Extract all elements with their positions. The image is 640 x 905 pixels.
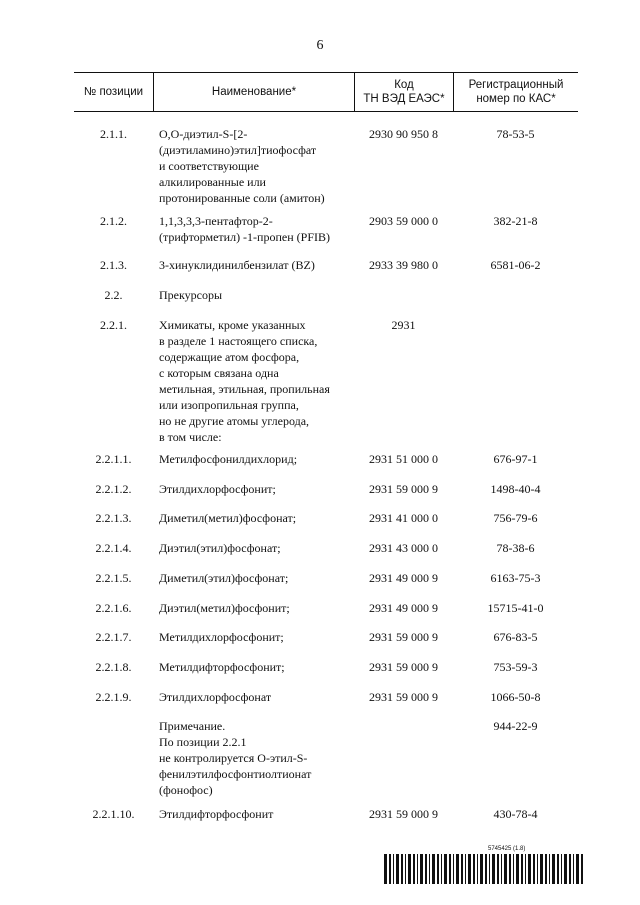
barcode-bar (537, 854, 538, 884)
barcode-bar (465, 854, 466, 884)
barcode-bar (533, 854, 535, 884)
row-name-line: Диметил(метил)фосфонат; (159, 511, 297, 525)
barcode-bar (501, 854, 502, 884)
row-code: 2930 90 950 8 (369, 127, 438, 141)
row-name-line: (трифторметил) -1-пропен (PFIB) (159, 230, 330, 244)
barcode-bar (528, 854, 531, 884)
barcode-bar (540, 854, 543, 884)
row-code: 2931 59 000 9 (369, 660, 438, 674)
row-name-line: в том числе: (159, 430, 222, 444)
row-position: 2.2.1.5. (95, 571, 132, 585)
row-code: 2931 59 000 9 (369, 690, 438, 704)
row-name (159, 718, 354, 798)
barcode-bar (396, 854, 399, 884)
barcode-bar (545, 854, 547, 884)
barcode-bar (516, 854, 519, 884)
barcode-bar (480, 854, 483, 884)
barcode-label: 5745425 (1.8) (488, 846, 526, 852)
barcode-bar (441, 854, 442, 884)
row-reg-number: 756-79-6 (493, 511, 538, 525)
row-name-line: или изопропильная группа, (159, 398, 299, 412)
row-name (159, 257, 354, 273)
barcode-bar (561, 854, 562, 884)
row-code: 2931 41 000 0 (369, 511, 438, 525)
row-name-line: Метилфосфонилдихлорид; (159, 452, 298, 466)
row-name (159, 600, 354, 616)
barcode-bar (492, 854, 495, 884)
barcode-bar (429, 854, 430, 884)
barcode-bar (549, 854, 550, 884)
row-name (159, 510, 354, 526)
row-position: 2.1.3. (100, 258, 127, 272)
barcode-bar (489, 854, 490, 884)
row-position: 2.2.1.6. (95, 601, 132, 615)
row-code: 2931 49 000 9 (369, 601, 438, 615)
row-code: 2903 59 000 0 (369, 214, 438, 228)
row-name-line: и соответствующие (159, 159, 259, 173)
barcode-bar (437, 854, 439, 884)
page-number: 6 (316, 38, 324, 53)
header-reg-line2: номер по КАС* (476, 93, 556, 105)
row-name (159, 481, 354, 497)
row-reg-number: 753-59-3 (493, 660, 538, 674)
barcode-bar (401, 854, 403, 884)
row-name-line: фенилэтилфосфонтиолтионат (159, 767, 312, 781)
barcode-bar (564, 854, 567, 884)
row-position: 2.2.1. (100, 318, 127, 332)
barcode-bar (461, 854, 463, 884)
row-name (159, 659, 354, 675)
row-name-line: но не другие атомы углерода, (159, 414, 310, 428)
table-header (74, 72, 578, 112)
row-position: 2.2. (104, 288, 123, 302)
barcode-bar (521, 854, 523, 884)
header-name: Наименование* (153, 73, 354, 111)
barcode-bar (449, 854, 451, 884)
row-name-line: 1,1,3,3,3-пентафтор-2- (159, 214, 273, 228)
barcode-bar (453, 854, 454, 884)
row-name-line: протонированные соли (амитон) (159, 191, 325, 205)
barcode-bar (384, 854, 387, 884)
row-reg-number: 1066-50-8 (490, 690, 541, 704)
row-name (159, 287, 354, 303)
row-code: 2931 43 000 0 (369, 541, 438, 555)
row-name-line: Диметил(этил)фосфонат; (159, 571, 289, 585)
header-code (354, 73, 453, 111)
row-name-line: алкилированные или (159, 175, 266, 189)
row-name (159, 629, 354, 645)
row-reg-number: 6581-06-2 (490, 258, 541, 272)
row-name-line: По позиции 2.2.1 (159, 735, 247, 749)
row-name-line: Этилдихлорфосфонит; (159, 482, 276, 496)
row-name-line: Диэтил(этил)фосфонат; (159, 541, 281, 555)
barcode-bar (389, 854, 391, 884)
barcode-bar (456, 854, 459, 884)
row-name (159, 806, 354, 822)
row-name-line: Прекурсоры (159, 288, 223, 302)
row-name-line: Метилдифторфосфонит; (159, 660, 285, 674)
barcode-bar (420, 854, 423, 884)
row-name-line: Этилдифторфосфонит (159, 807, 274, 821)
barcode-bar (525, 854, 526, 884)
barcode-bar (413, 854, 415, 884)
row-position: 2.2.1.9. (95, 690, 132, 704)
header-code-line1: Код (394, 79, 414, 91)
barcode-bar (504, 854, 507, 884)
row-reg-number: 944-22-9 (493, 719, 538, 733)
barcode-bar (509, 854, 511, 884)
barcode-bar (408, 854, 411, 884)
row-code: 2931 59 000 9 (369, 630, 438, 644)
row-name (159, 689, 354, 705)
barcode-bar (432, 854, 435, 884)
row-name-line: Диэтил(метил)фосфонит; (159, 601, 290, 615)
header-code-line2: ТН ВЭД ЕАЭС* (363, 93, 445, 105)
row-position: 2.2.1.10. (92, 807, 135, 821)
row-position: 2.1.2. (100, 214, 127, 228)
row-name-line: метильная, этильная, пропильная (159, 382, 330, 396)
row-name-line: О,О-диэтил-S-[2- (159, 127, 248, 141)
barcode-bar (425, 854, 427, 884)
row-code: 2931 59 000 9 (369, 807, 438, 821)
barcode-image (384, 854, 588, 884)
barcode-bar (468, 854, 471, 884)
row-name (159, 570, 354, 586)
header-position: № позиции (83, 86, 144, 98)
row-name-line: не контролируется О-этил-S- (159, 751, 308, 765)
barcode-bar (576, 854, 579, 884)
row-position: 2.2.1.3. (95, 511, 132, 525)
barcode-bar (513, 854, 514, 884)
barcode-bar (485, 854, 487, 884)
barcode-bar (444, 854, 447, 884)
row-name (159, 317, 354, 445)
row-reg-number: 15715-41-0 (487, 601, 544, 615)
row-reg-number: 78-53-5 (496, 127, 535, 141)
barcode-bar (393, 854, 394, 884)
row-reg-number: 382-21-8 (493, 214, 538, 228)
row-name-line: Этилдихлорфосфонат (159, 690, 272, 704)
row-name-line: с которым связана одна (159, 366, 279, 380)
row-name (159, 126, 354, 206)
row-name-line: в разделе 1 настоящего списка, (159, 334, 318, 348)
row-name-line: (диэтиламино)этил]тиофосфат (159, 143, 317, 157)
barcode-bar (497, 854, 499, 884)
barcode-bar (417, 854, 418, 884)
row-name (159, 540, 354, 556)
row-code: 2931 51 000 0 (369, 452, 438, 466)
row-name-line: (фонофос) (159, 783, 213, 797)
row-code: 2931 59 000 9 (369, 482, 438, 496)
row-name-line: Примечание. (159, 719, 226, 733)
row-position: 2.1.1. (100, 127, 127, 141)
row-name-line: 3-хинуклидинилбензилат (BZ) (159, 258, 315, 272)
row-name-line: Метилдихлорфосфонит; (159, 630, 284, 644)
row-code: 2933 39 980 0 (369, 258, 438, 272)
row-reg-number: 78-38-6 (496, 541, 535, 555)
row-reg-number: 1498-40-4 (490, 482, 541, 496)
barcode-bar (573, 854, 574, 884)
row-name (159, 451, 354, 467)
header-reg-line1: Регистрационный (468, 79, 564, 91)
row-code: 2931 49 000 9 (369, 571, 438, 585)
row-reg-number: 430-78-4 (493, 807, 538, 821)
row-reg-number: 6163-75-3 (490, 571, 541, 585)
row-name (159, 213, 354, 245)
row-reg-number: 676-97-1 (493, 452, 538, 466)
row-code: 2931 (391, 318, 416, 332)
barcode-bar (569, 854, 571, 884)
barcode-bar (557, 854, 559, 884)
row-position: 2.2.1.2. (95, 482, 132, 496)
barcode-bar (473, 854, 475, 884)
row-name-line: содержащие атом фосфора, (159, 350, 300, 364)
row-position: 2.2.1.1. (95, 452, 132, 466)
row-position: 2.2.1.7. (95, 630, 132, 644)
row-position: 2.2.1.4. (95, 541, 132, 555)
row-position: 2.2.1.8. (95, 660, 132, 674)
barcode-bar (405, 854, 406, 884)
row-reg-number: 676-83-5 (493, 630, 538, 644)
barcode-bar (477, 854, 478, 884)
barcode-bar (581, 854, 583, 884)
barcode-bar (552, 854, 555, 884)
header-reg-number (453, 73, 578, 111)
row-name-line: Химикаты, кроме указанных (159, 318, 306, 332)
